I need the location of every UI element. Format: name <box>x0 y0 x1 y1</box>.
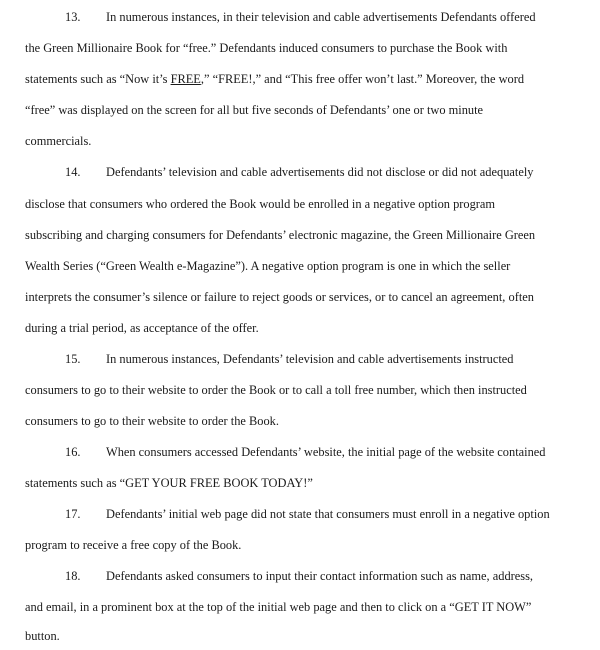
line-segment: statements such as “Now it’s <box>25 72 171 86</box>
paragraph-line: disclose that consumers who ordered the Book would be enrolled in a negative option program <box>25 197 496 211</box>
paragraph-line: button. <box>25 629 60 643</box>
paragraph-line: consumers to go to their website to order the Book or to call a toll free number, which then instructed <box>25 383 527 397</box>
paragraph-line: program to receive a free copy of the Book. <box>25 538 242 552</box>
paragraph-line: “free” was displayed on the screen for all but five seconds of Defendants’ one or two minute <box>25 103 484 117</box>
paragraph-text: In numerous instances, in their television and cable advertisements Defendants offered <box>106 10 536 24</box>
paragraph-line <box>25 71 524 87</box>
paragraph-line: the Green Millionaire Book for “free.” Defendants induced consumers to purchase the Book with <box>25 41 508 55</box>
paragraph-number: 14. <box>65 165 81 179</box>
paragraph-text: In numerous instances, Defendants’ television and cable advertisements instructed <box>106 352 514 366</box>
paragraph-text: When consumers accessed Defendants’ website, the initial page of the website contained <box>106 445 546 459</box>
paragraph-line: Wealth Series (“Green Wealth e-Magazine”). A negative option program is one in which the seller <box>25 259 511 273</box>
paragraph-line: subscribing and charging consumers for Defendants’ electronic magazine, the Green Millionaire Green <box>25 228 536 242</box>
paragraph-line: consumers to go to their website to order the Book. <box>25 414 279 428</box>
paragraph-number: 13. <box>65 10 81 24</box>
paragraph-line: statements such as “GET YOUR FREE BOOK TODAY!” <box>25 476 313 490</box>
paragraph-text: Defendants’ television and cable advertisements did not disclose or did not adequately <box>106 165 534 179</box>
paragraph-number: 18. <box>65 569 81 583</box>
paragraph-number: 16. <box>65 445 81 459</box>
paragraph-line: during a trial period, as acceptance of the offer. <box>25 321 259 335</box>
paragraph-line: and email, in a prominent box at the top of the initial web page and then to click on a “GET IT NOW” <box>25 600 532 614</box>
paragraph-text: Defendants asked consumers to input their contact information such as name, address, <box>106 569 534 583</box>
paragraph-number: 15. <box>65 352 81 366</box>
line-segment: ,” “FREE!,” and “This free offer won’t last.” Moreover, the word <box>200 72 525 86</box>
paragraph-line: commercials. <box>25 134 92 148</box>
underlined-text: FREE <box>170 72 201 86</box>
paragraph-text: Defendants’ initial web page did not state that consumers must enroll in a negative option <box>106 507 550 521</box>
paragraph-number: 17. <box>65 507 81 521</box>
paragraph-line: interprets the consumer’s silence or failure to reject goods or services, or to cancel an agreement, often <box>25 290 534 304</box>
